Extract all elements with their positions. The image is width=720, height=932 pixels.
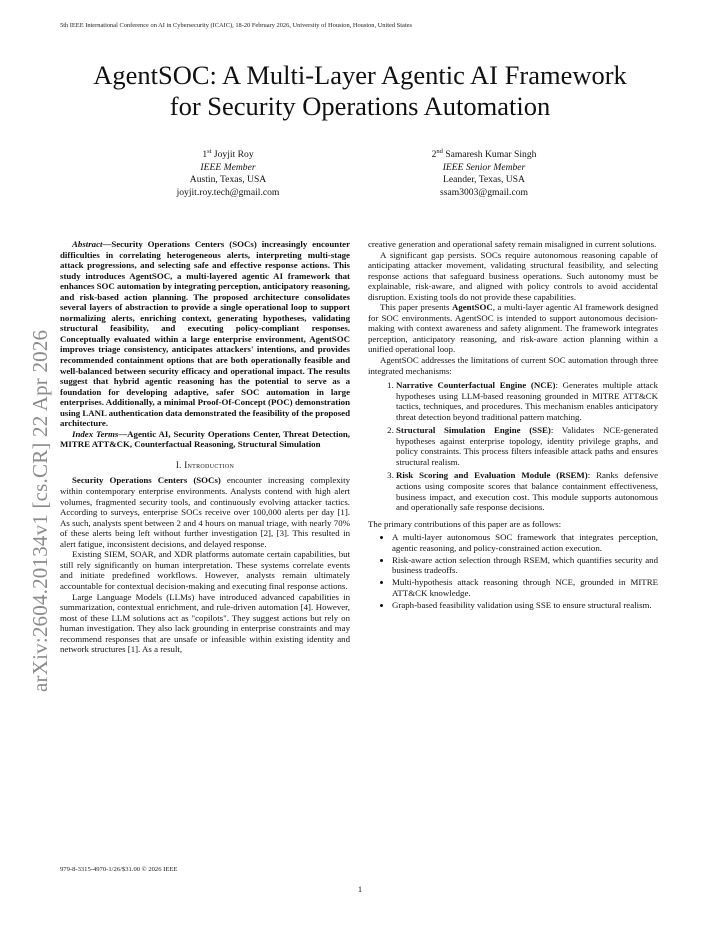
arxiv-watermark [0,0,52,932]
body-paragraph: A significant gap persists. SOCs require autonomous reasoning capable of anticipating attacker movement, validating structural feasibility, and selecting response actions that safeguard business operations. Such autonomy must be explainable, risk-aware, and aligned with policy controls to avoid accidental disruption. Existing tools do not provide these capabilities. [368,249,658,302]
author-email[interactable]: joyjit.roy.tech@gmail.com [176,186,280,198]
list-item: • Risk-aware action selection through RSEM, which quantifies security and business tradeoffs. [392,555,658,576]
author-block-1 [128,146,328,200]
author-location: Austin, Texas, USA [189,174,267,186]
list-item: 1. Narrative Counterfactual Engine (NCE): Generates multiple attack hypotheses using LLM-based reasoning grounded in MITRE ATT&CK tactics, techniques, and procedures. This mechanism enables anticipatory threat detection beyond traditional pattern matching. [396,380,658,422]
author-name: 2nd Samaresh Kumar Singh [431,148,537,161]
list-item: 3. Risk Scoring and Evaluation Module (RSEM): Ranks defensive actions using composite scores that balance containment effectiveness, business impact, and execution cost. This module supports autonomous and operationally safe response decisions. [396,470,658,512]
intro-paragraph: Large Language Models (LLMs) have introduced advanced capabilities in summarization, contextual enrichment, and rule-driven automation [4]. However, most of these LLM solutions act as "copilots". They suggest actions but rely on human investigation. They also lack grounding in enterprise constraints and may recommend responses that are unsafe or infeasible within existing identity and network structures [1]. As a result, [60,591,350,655]
author-role: IEEE Member [200,161,256,173]
body-paragraph: This paper presents AgentSOC, a multi-layer agentic AI framework designed for SOC environments. AgentSOC is intended to support autonomous decision-making with context awareness and safety alignment. The framework integrates perception, anticipatory reasoning, and risk-aware action planning within a unified operational loop. [368,302,658,355]
abstract: Abstract—Security Operations Centers (SOCs) increasingly encounter difficulties in correlating heterogeneous alerts, interpreting multi-stage attack progressions, and selecting safe and effective response actions. This study introduces AgentSOC, a multi-layered agentic AI framework that enhances SOC automation by integrating perception, anticipatory reasoning, and risk-based action planning. The proposed architecture consolidates several layers of abstraction to provide a single operational loop to support normalizing alerts, enriching context, generating hypotheses, validating structural feasibility, and executing policy-compliant responses. Conceptually evaluated within a large enterprise environment, AgentSOC improves triage consistency, anticipates attackers' intentions, and provides recommended containment options that are both operationally feasible and well-balanced between security efficacy and operational impact. The results suggest that hybrid agentic reasoning has the potential to serve as a foundation for developing adaptive, safer SOC automation in large enterprises. Additionally, a minimal Proof-Of-Concept (POC) demonstration using LANL authentication data demonstrated the feasibility of the proposed architecture. [60,239,350,429]
arxiv-id[interactable]: arXiv:2604.20134v1 [cs.CR] 22 Apr 2026 [28,329,52,692]
copyright-footnote: 979-8-3315-4970-1/26/$31.00 © 2026 IEEE [60,866,178,873]
list-item: 2. Structural Simulation Engine (SSE): Validates NCE-generated hypotheses against enterprise topology, identity privilege graphs, and policy constraints. This process filters infeasible attack paths and ensures structural realism. [396,425,658,467]
title-line-1: AgentSOC: A Multi-Layer Agentic AI Framework [93,60,627,90]
list-item: • A multi-layer autonomous SOC framework that integrates perception, agentic reasoning, and policy-constrained action execution. [392,532,658,553]
list-item: • Multi-hypothesis attack reasoning through NCE, grounded in MITRE ATT&CK knowledge. [392,577,658,598]
section-heading: I. Introduction [175,459,235,470]
author-email[interactable]: ssam3003@gmail.com [440,186,528,198]
paper-title [50,60,670,122]
contribution-list [368,532,658,610]
mechanism-list [368,380,658,513]
author-location: Leander, Texas, USA [443,174,525,186]
right-column [368,239,658,612]
intro-paragraph: Security Operations Centers (SOCs) encounter increasing complexity within contemporary enterprise environments. Analysts contend with high alert volumes, fragmented security tools, and continuously evolving attacker tactics. According to surveys, enterprise SOCs receive over 100,000 alerts per day [1]. As such, analysts spent between 2 and 4 hours on manual triage, with nearly 70% of these alerts being left without further investigation [2], [3]. This resulted in alert fatigue, inconsistent decisions, and delayed response. [60,475,350,549]
body-paragraph: creative generation and operational safety remain misaligned in current solutions. [368,239,657,249]
left-column [60,239,350,655]
author-block-2 [384,146,584,200]
list-item: • Graph-based feasibility validation using SSE to ensure structural realism. [392,600,658,611]
body-paragraph: The primary contributions of this paper are as follows: [368,518,562,529]
title-line-2: for Security Operations Automation [169,91,551,121]
intro-paragraph: Existing SIEM, SOAR, and XDR platforms automate certain capabilities, but still rely significantly on human interpretation. These systems correlate events and initiate predefined workflows. However, analysts remain ultimately accountable for contextual decision-making and executing final response actions. [60,549,350,591]
index-terms: Index Terms—Agentic AI, Security Operations Center, Threat Detection, MITRE ATT&CK, Counterfactual Reasoning, Structural Simulation [60,428,350,450]
conference-header: 5th IEEE International Conference on AI in Cybersecurity (ICAIC), 18-20 February 2026, University of Houston, Houston, United States [60,22,412,29]
author-role: IEEE Senior Member [442,161,526,173]
body-paragraph: AgentSOC addresses the limitations of current SOC automation through three integrated mechanisms: [368,355,658,376]
author-name: 1st Joyjit Roy [202,148,254,161]
page-number: 1 [357,884,363,894]
